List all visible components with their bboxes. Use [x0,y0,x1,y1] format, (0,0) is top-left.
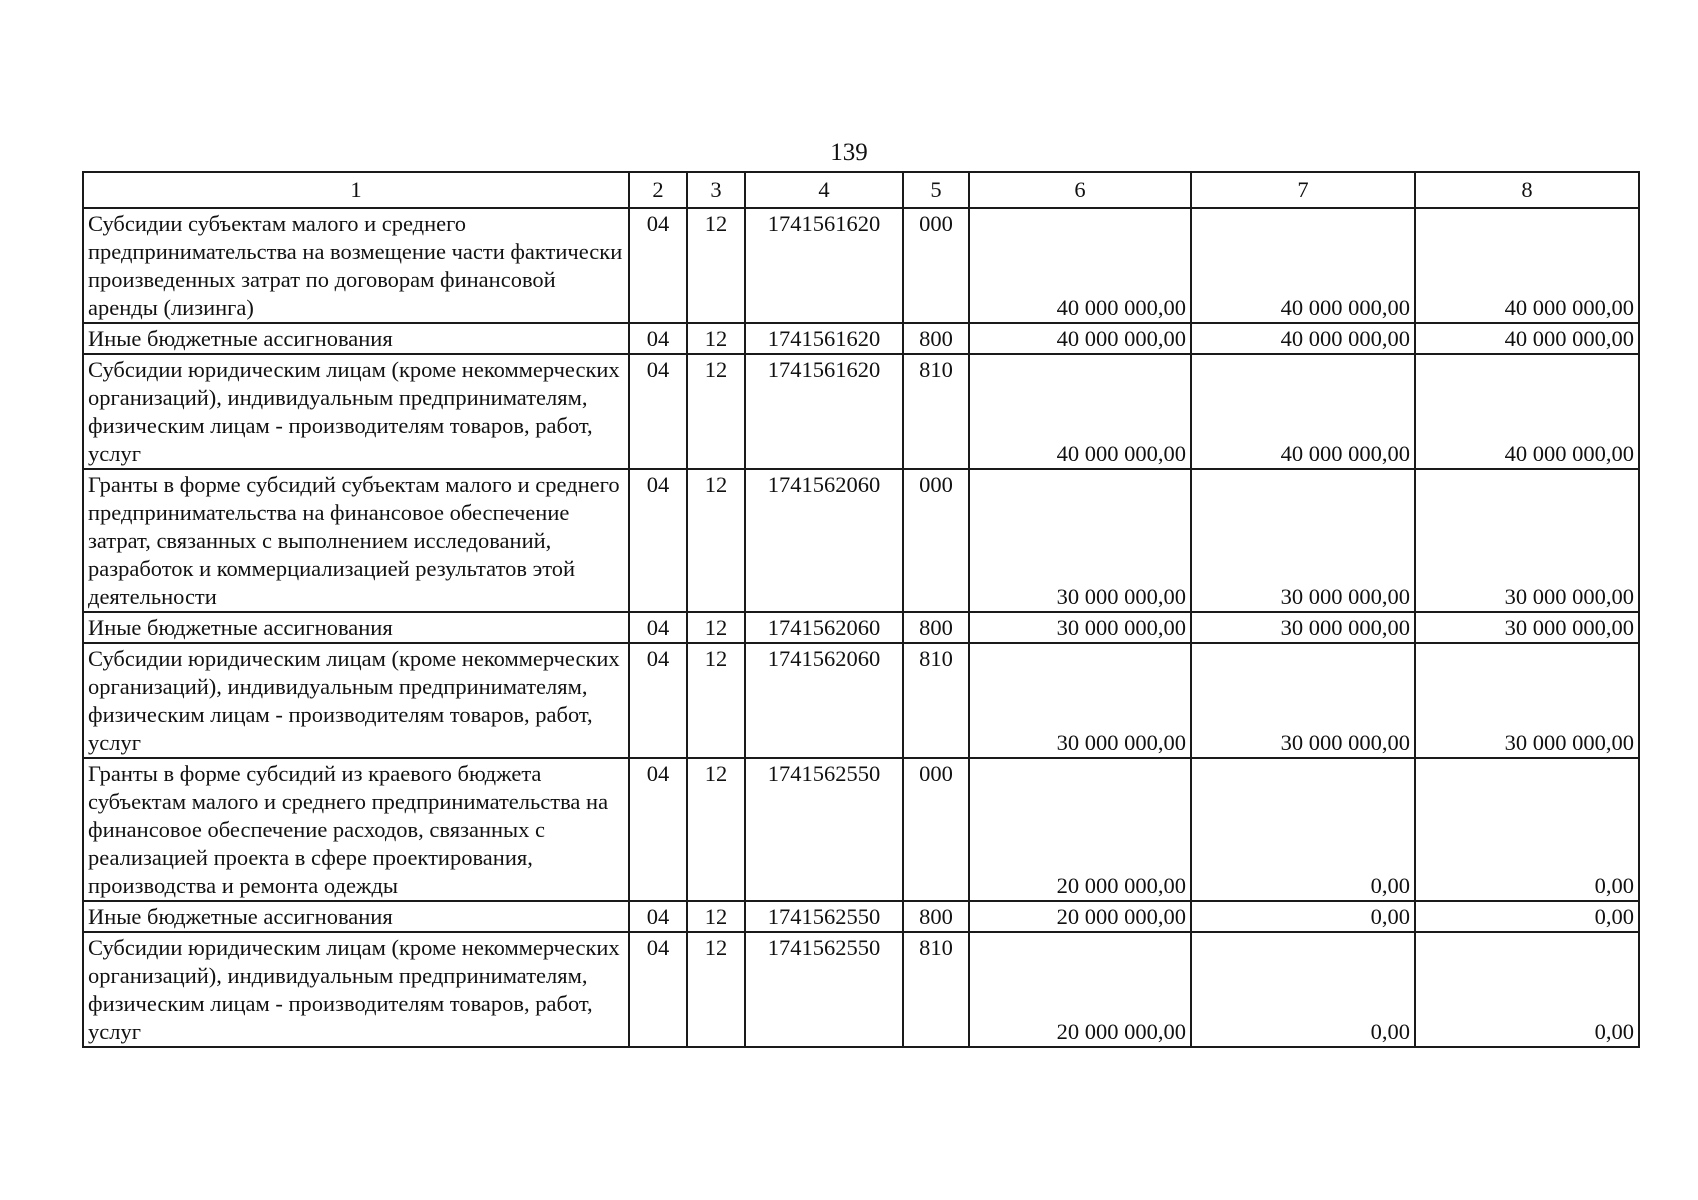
row-amount-col8-cell: 40 000 000,00 [1415,323,1639,354]
column-header-8: 8 [1415,172,1639,208]
row-amount-col6-cell: 40 000 000,00 [969,323,1191,354]
row-amount-col7-cell: 30 000 000,00 [1191,612,1415,643]
row-target-article-cell: 1741562550 [745,758,903,901]
page-number: 139 [830,139,868,166]
row-name-cell: Субсидии юридическим лицам (кроме некоммерческих организаций), индивидуальным предпринимателям, физическим лицам - производителям товаров, работ, услуг [83,932,629,1047]
row-section-cell: 04 [629,643,687,758]
row-subsection-cell: 12 [687,354,745,469]
row-amount-col8-cell: 0,00 [1415,901,1639,932]
row-section-cell: 04 [629,469,687,612]
column-header-4: 4 [745,172,903,208]
row-amount-col6-cell: 40 000 000,00 [969,354,1191,469]
row-amount-col8-cell: 0,00 [1415,932,1639,1047]
column-header-3: 3 [687,172,745,208]
row-amount-col8-cell: 40 000 000,00 [1415,354,1639,469]
row-section-cell: 04 [629,901,687,932]
table-row [83,901,1639,932]
row-amount-col7-cell: 40 000 000,00 [1191,354,1415,469]
row-amount-col7-cell: 0,00 [1191,901,1415,932]
row-subsection-cell: 12 [687,208,745,323]
row-target-article-cell: 1741561620 [745,323,903,354]
row-subsection-cell: 12 [687,758,745,901]
row-target-article-cell: 1741562550 [745,901,903,932]
row-expense-type-cell: 810 [903,354,969,469]
row-target-article-cell: 1741561620 [745,354,903,469]
table-row [83,354,1639,469]
row-name-cell: Иные бюджетные ассигнования [83,612,629,643]
row-expense-type-cell: 810 [903,643,969,758]
row-name-cell: Субсидии субъектам малого и среднего предпринимательства на возмещение части фактически произведенных затрат по договорам финансовой аренды (лизинга) [83,208,629,323]
column-header-2: 2 [629,172,687,208]
table-row [83,758,1639,901]
row-target-article-cell: 1741562060 [745,643,903,758]
row-target-article-cell: 1741562550 [745,932,903,1047]
row-amount-col7-cell: 40 000 000,00 [1191,208,1415,323]
row-amount-col6-cell: 20 000 000,00 [969,932,1191,1047]
table-row [83,208,1639,323]
row-name-cell: Субсидии юридическим лицам (кроме некоммерческих организаций), индивидуальным предпринимателям, физическим лицам - производителям товаров, работ, услуг [83,643,629,758]
row-amount-col8-cell: 30 000 000,00 [1415,612,1639,643]
column-header-5: 5 [903,172,969,208]
row-expense-type-cell: 800 [903,612,969,643]
row-expense-type-cell: 000 [903,469,969,612]
row-amount-col7-cell: 30 000 000,00 [1191,469,1415,612]
table-row [83,323,1639,354]
row-section-cell: 04 [629,208,687,323]
row-amount-col6-cell: 30 000 000,00 [969,469,1191,612]
row-subsection-cell: 12 [687,323,745,354]
table-row [83,612,1639,643]
row-amount-col8-cell: 30 000 000,00 [1415,643,1639,758]
column-header-7: 7 [1191,172,1415,208]
row-expense-type-cell: 810 [903,932,969,1047]
row-amount-col7-cell: 0,00 [1191,932,1415,1047]
budget-table [82,171,1640,1048]
row-amount-col7-cell: 0,00 [1191,758,1415,901]
row-amount-col6-cell: 30 000 000,00 [969,643,1191,758]
table-row [83,469,1639,612]
row-name-cell: Субсидии юридическим лицам (кроме некоммерческих организаций), индивидуальным предпринимателям, физическим лицам - производителям товаров, работ, услуг [83,354,629,469]
row-expense-type-cell: 000 [903,208,969,323]
row-subsection-cell: 12 [687,469,745,612]
row-section-cell: 04 [629,758,687,901]
row-subsection-cell: 12 [687,901,745,932]
row-section-cell: 04 [629,612,687,643]
row-target-article-cell: 1741561620 [745,208,903,323]
row-amount-col6-cell: 20 000 000,00 [969,758,1191,901]
row-amount-col8-cell: 40 000 000,00 [1415,208,1639,323]
row-expense-type-cell: 800 [903,901,969,932]
table-row [83,643,1639,758]
row-amount-col6-cell: 40 000 000,00 [969,208,1191,323]
row-subsection-cell: 12 [687,932,745,1047]
column-header-6: 6 [969,172,1191,208]
row-name-cell: Гранты в форме субсидий из краевого бюджета субъектам малого и среднего предпринимательства на финансовое обеспечение расходов, связанных с реализацией проекта в сфере проектирования, производства и ремонта одежды [83,758,629,901]
row-expense-type-cell: 800 [903,323,969,354]
row-section-cell: 04 [629,354,687,469]
header-row [83,172,1639,208]
row-name-cell: Гранты в форме субсидий субъектам малого и среднего предпринимательства на финансовое обеспечение затрат, связанных с выполнением исследований, разработок и коммерциализацией результатов этой деятельности [83,469,629,612]
row-name-cell: Иные бюджетные ассигнования [83,323,629,354]
table-body [83,172,1639,1047]
column-header-1: 1 [83,172,629,208]
row-subsection-cell: 12 [687,643,745,758]
row-amount-col6-cell: 20 000 000,00 [969,901,1191,932]
row-name-cell: Иные бюджетные ассигнования [83,901,629,932]
row-amount-col7-cell: 30 000 000,00 [1191,643,1415,758]
row-expense-type-cell: 000 [903,758,969,901]
row-subsection-cell: 12 [687,612,745,643]
row-section-cell: 04 [629,323,687,354]
row-amount-col7-cell: 40 000 000,00 [1191,323,1415,354]
row-amount-col6-cell: 30 000 000,00 [969,612,1191,643]
row-target-article-cell: 1741562060 [745,469,903,612]
table-row [83,932,1639,1047]
row-amount-col8-cell: 30 000 000,00 [1415,469,1639,612]
row-section-cell: 04 [629,932,687,1047]
row-target-article-cell: 1741562060 [745,612,903,643]
row-amount-col8-cell: 0,00 [1415,758,1639,901]
